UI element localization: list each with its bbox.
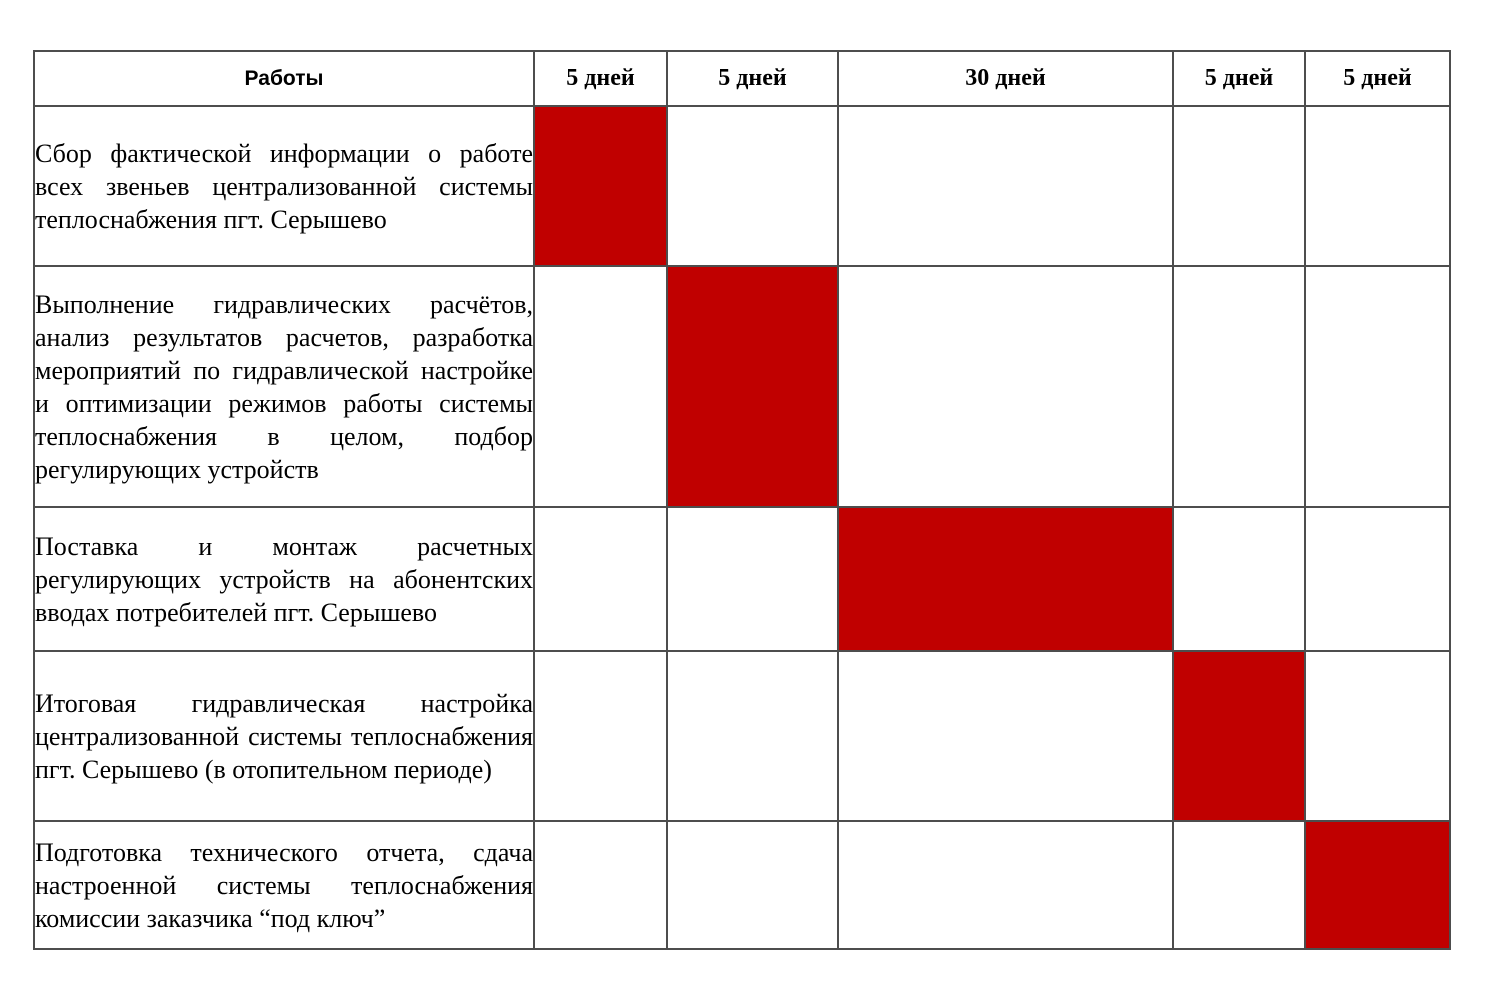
- gantt-cell: [838, 106, 1173, 266]
- gantt-cell: [534, 507, 667, 651]
- gantt-cell: [838, 821, 1173, 949]
- gantt-cell: [838, 651, 1173, 821]
- gantt-cell: [838, 266, 1173, 507]
- gantt-cell: [1305, 507, 1450, 651]
- gantt-cell: [534, 651, 667, 821]
- gantt-cell: [1173, 266, 1305, 507]
- gantt-cell: [534, 266, 667, 507]
- task-row: [34, 266, 1450, 507]
- header-works-label: Работы: [34, 51, 534, 106]
- task-row: [34, 507, 1450, 651]
- header-row: [34, 51, 1450, 106]
- gantt-cell: [1173, 106, 1305, 266]
- gantt-cell: [1305, 651, 1450, 821]
- gantt-cell: [1173, 507, 1305, 651]
- header-period-3: 30 дней: [838, 51, 1173, 106]
- task-label: Итоговая гидравлическая настройка централизованной системы теплоснабжения пгт. Серышево (в отопительном периоде): [34, 651, 534, 821]
- header-period-5: 5 дней: [1305, 51, 1450, 106]
- task-label: Выполнение гидравлических расчётов, анализ результатов расчетов, разработка мероприятий по гидравлической настройке и оптимизации режимов работы системы теплоснабжения в целом, подбор регулирующих устройств: [34, 266, 534, 507]
- gantt-bar-cell: [534, 106, 667, 266]
- gantt-cell: [667, 821, 838, 949]
- task-row: [34, 106, 1450, 266]
- header-period-4: 5 дней: [1173, 51, 1305, 106]
- gantt-bar-cell: [667, 266, 838, 507]
- gantt-bar-cell: [1173, 651, 1305, 821]
- task-row: [34, 651, 1450, 821]
- task-label: Сбор фактической информации о работе всех звеньев централизованной системы теплоснабжения пгт. Серышево: [34, 106, 534, 266]
- gantt-table: [33, 50, 1451, 950]
- gantt-bar-cell: [1305, 821, 1450, 949]
- header-period-2: 5 дней: [667, 51, 838, 106]
- gantt-cell: [1305, 106, 1450, 266]
- gantt-cell: [534, 821, 667, 949]
- header-period-1: 5 дней: [534, 51, 667, 106]
- task-label: Подготовка технического отчета, сдача настроенной системы теплоснабжения комиссии заказчика “под ключ”: [34, 821, 534, 949]
- gantt-bar-cell: [838, 507, 1173, 651]
- task-row: [34, 821, 1450, 949]
- task-label: Поставка и монтаж расчетных регулирующих устройств на абонентских вводах потребителей пгт. Серышево: [34, 507, 534, 651]
- gantt-cell: [1173, 821, 1305, 949]
- gantt-cell: [667, 507, 838, 651]
- gantt-cell: [1305, 266, 1450, 507]
- gantt-cell: [667, 106, 838, 266]
- gantt-cell: [667, 651, 838, 821]
